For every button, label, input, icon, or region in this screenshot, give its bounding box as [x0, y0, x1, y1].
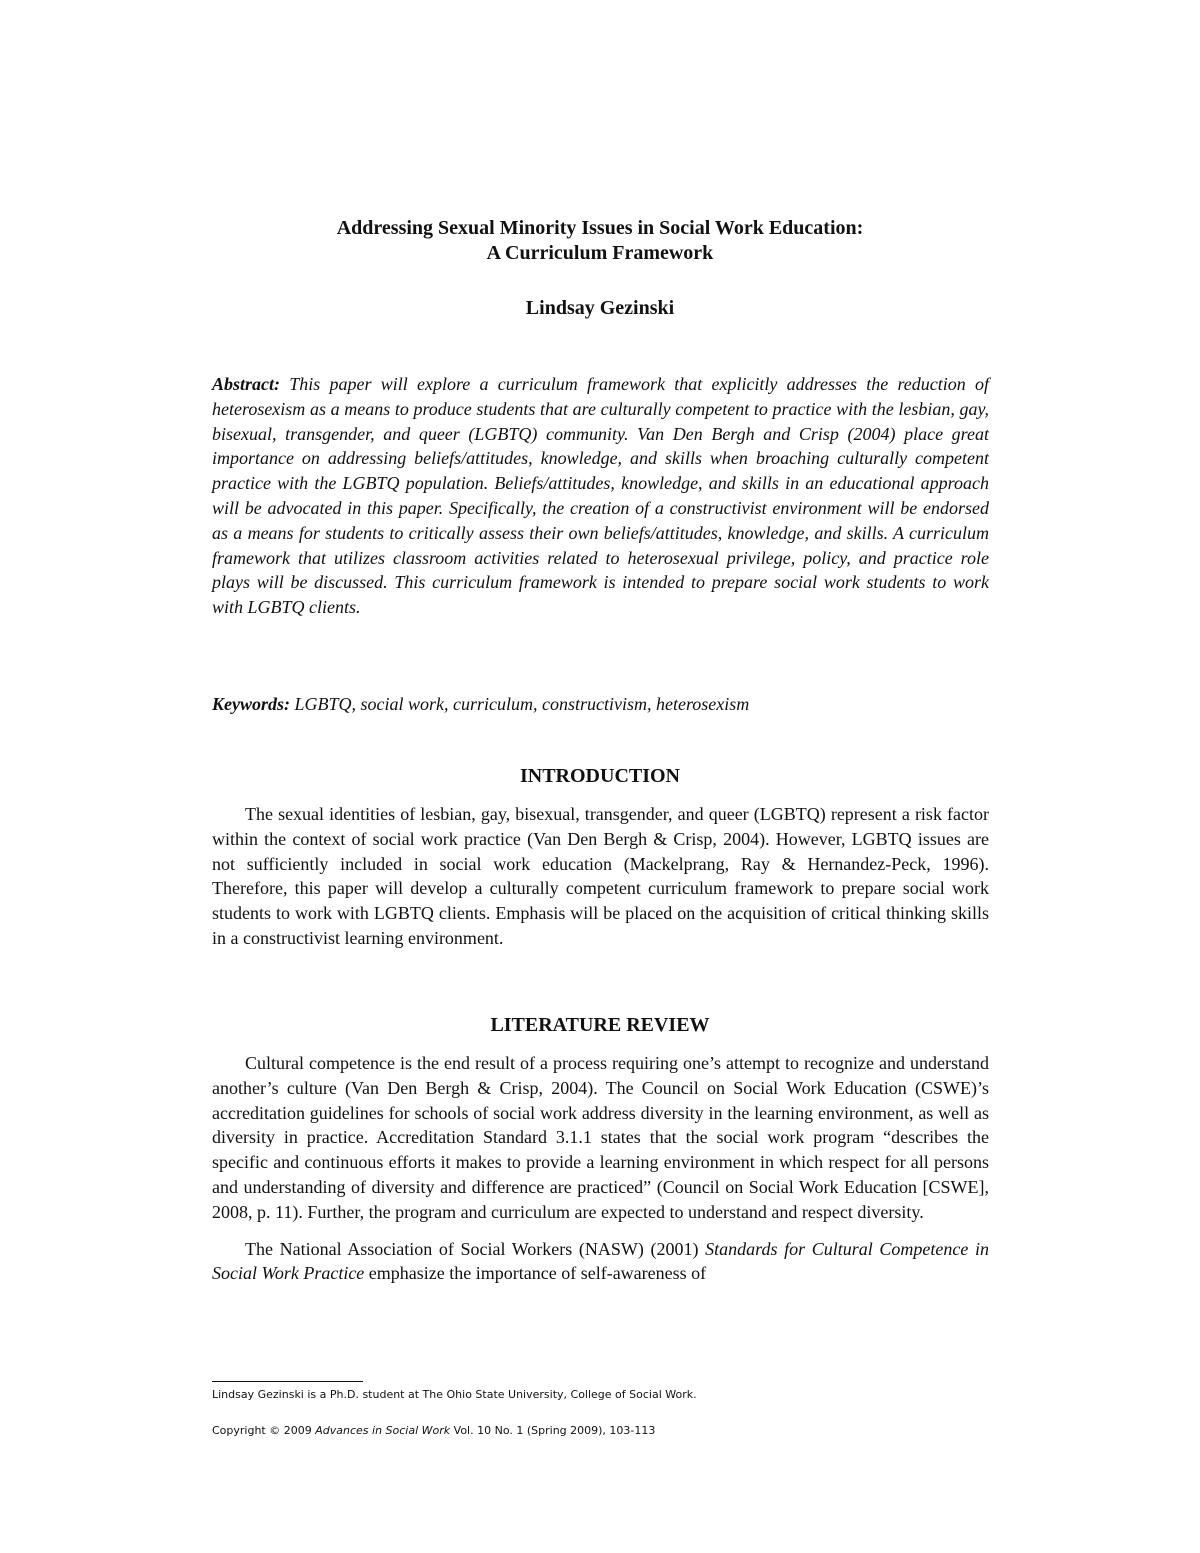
keywords-label: Keywords: — [212, 694, 290, 714]
copyright-suffix: Vol. 10 No. 1 (Spring 2009), 103-113 — [453, 1424, 656, 1437]
literature-paragraph-2 — [212, 1237, 989, 1287]
paragraph-2-end: emphasize the importance of self-awareness of — [368, 1263, 707, 1284]
literature-review-heading: LITERATURE REVIEW — [490, 1014, 710, 1036]
introduction-heading: INTRODUCTION — [519, 765, 681, 787]
keywords — [212, 692, 989, 717]
author-name: Lindsay Gezinski — [525, 297, 675, 319]
introduction-paragraph: The sexual identities of lesbian, gay, bisexual, transgender, and queer (LGBTQ) represent a risk factor within the context of social work practice (Van Den Bergh & Crisp, 2004). However, LGBTQ issues are not sufficiently included in social work education (Mackelprang, Ray & Hernandez-Peck, 1996). Therefore, this paper will develop a culturally competent curriculum framework to prepare social work students to work with LGBTQ clients. Emphasis will be placed on the acquisition of critical thinking skills in a constructivist learning environment. — [212, 804, 989, 948]
paragraph-2-start: The National Association of Social Workers (NASW) (2001) — [245, 1238, 699, 1259]
author-footnote: Lindsay Gezinski is a Ph.D. student at The Ohio State University, College of Social Work. — [212, 1388, 697, 1401]
abstract-text: This paper will explore a curriculum framework that explicitly addresses the reduction of heterosexism as a means to produce students that are culturally competent to practice with the lesbian, gay, bisexual, transgender, and queer (LGBTQ) community. Van Den Bergh and Crisp (2004) place great importance on addressing beliefs/attitudes, knowledge, and skills when broaching culturally competent practice with the LGBTQ population. Beliefs/attitudes, knowledge, and skills in an educational approach will be advocated in this paper. Specifically, the creation of a constructivist environment will be endorsed as a means for students to critically assess their own beliefs/attitudes, knowledge, and skills. A curriculum framework that utilizes classroom activities related to heterosexual privilege, policy, and practice role plays will be discussed. This curriculum framework is intended to prepare social work students to work with LGBTQ clients. — [212, 374, 990, 618]
paragraph-2-italic-title: Standards for Cultural Competence in Social Work Practice — [212, 1238, 990, 1284]
literature-review-body — [212, 1051, 989, 1286]
keywords-text: LGBTQ, social work, curriculum, constructivism, heterosexism — [294, 694, 750, 714]
abstract — [212, 372, 989, 620]
introduction-body — [212, 802, 989, 951]
literature-paragraph-1: Cultural competence is the end result of a process requiring one’s attempt to recognize and understand another’s culture (Van Den Bergh & Crisp, 2004). The Council on Social Work Education (CSWE)’s accreditation guidelines for schools of social work address diversity in the learning environment, as well as diversity in practice. Accreditation Standard 3.1.1 states that the social work program “describes the specific and continuous efforts it makes to provide a learning environment in which respect for all persons and understanding of diversity and difference are practiced” (Council on Social Work Education [CSWE], 2008, p. 11). Further, the program and curriculum are expected to understand and respect diversity. — [212, 1053, 989, 1222]
journal-name: Advances in Social Work — [315, 1424, 451, 1437]
paper-title — [0, 216, 1200, 266]
title-line-2: A Curriculum Framework — [486, 242, 714, 264]
abstract-label: Abstract: — [212, 374, 281, 394]
title-line-1: Addressing Sexual Minority Issues in Social Work Education: — [336, 217, 864, 239]
copyright-line — [212, 1424, 989, 1438]
copyright-prefix: Copyright © 2009 — [212, 1424, 312, 1437]
footnote-divider — [212, 1381, 363, 1382]
